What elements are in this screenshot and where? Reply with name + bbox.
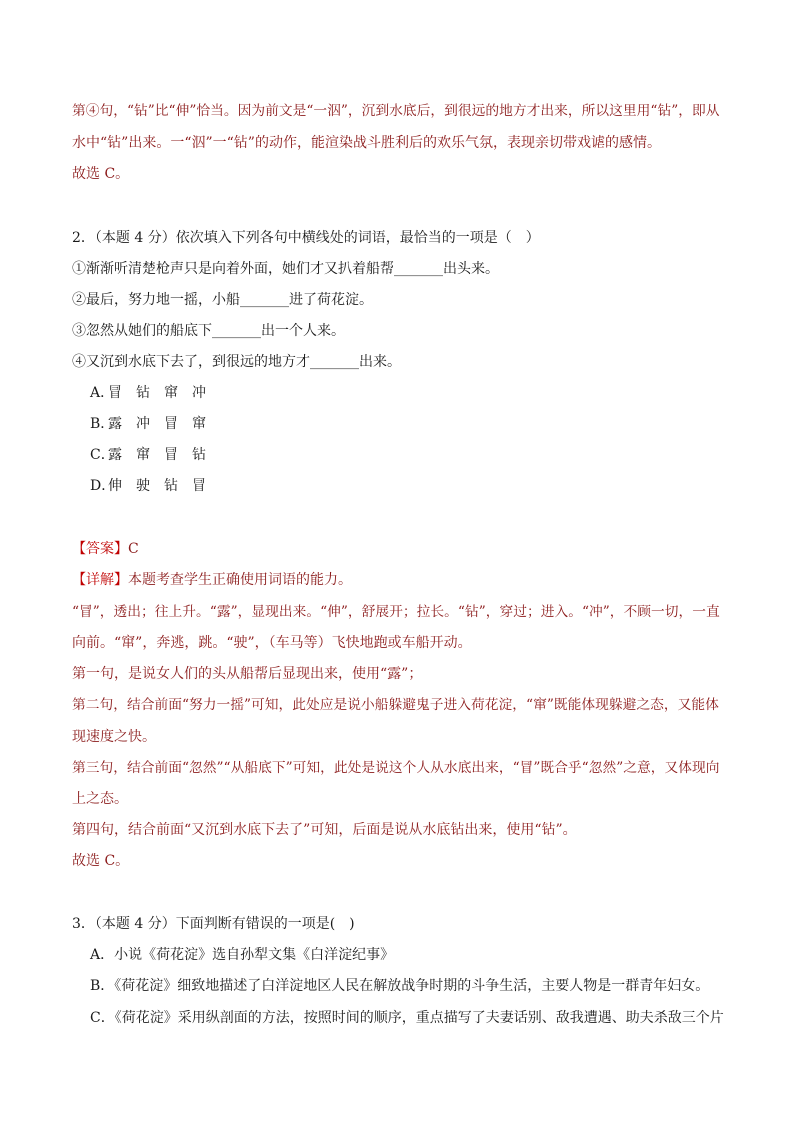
q2-explain-line-5: 现速度之快。 bbox=[72, 729, 156, 745]
q2-conclusion: 故选 C。 bbox=[72, 853, 130, 869]
detail-intro: 本题考查学生正确使用词语的能力。 bbox=[128, 572, 352, 588]
q2-explain-line-3: 第一句，是说女人们的头从船帮后显现出来，使用“露”； bbox=[72, 666, 423, 682]
option-key: D． bbox=[90, 478, 116, 494]
q2-sentence-2: ②最后，努力地一摇，小船_______进了荷花淀。 bbox=[72, 292, 373, 308]
q2-stem: 2．（本题 4 分）依次填入下列各句中横线处的词语，最恰当的一项是（ ） bbox=[72, 230, 540, 246]
q2-option-d bbox=[90, 476, 206, 496]
q2-sentence-1: ①渐渐听清楚枪声只是向着外面，她们才又扒着船帮_______出头来。 bbox=[72, 261, 499, 277]
detail-tag: 【详解】 bbox=[72, 572, 128, 588]
q2-explain-line-4: 第二句，结合前面“努力一摇”可知，此处应是说小船躲避鬼子进入荷花淀，“窜”既能体现躲避之态，又能体 bbox=[72, 697, 719, 713]
q2-explain-line-7: 上之态。 bbox=[72, 791, 128, 807]
option-key: B． bbox=[90, 416, 115, 432]
q2-explain-line-8: 第四句，结合前面“又沉到水底下去了”可知，后面是说从水底钻出来，使用“钻”。 bbox=[72, 822, 577, 838]
q1-conclusion: 故选 C。 bbox=[72, 166, 130, 182]
q3-option-b: B．《荷花淀》细致地描述了白洋淀地区人民在解放战争时期的斗争生活，主要人物是一群青年妇女。 bbox=[90, 978, 710, 994]
option-text: 冒 钻 窜 冲 bbox=[108, 385, 206, 401]
q3-stem: 3．（本题 4 分）下面判断有错误的一项是( ) bbox=[72, 916, 355, 932]
q2-sentence-4: ④又沉到水底下去了，到很远的地方才_______出来。 bbox=[72, 354, 401, 370]
q2-answer bbox=[72, 539, 139, 559]
q3-option-c: C．《荷花淀》采用纵剖面的方法，按照时间的顺序，重点描写了夫妻话别、敌我遭遇、助夫杀敌三个片 bbox=[90, 1010, 724, 1026]
answer-value: C bbox=[128, 541, 139, 557]
q2-explain-line-2: 向前。“窜”，奔逃，跳。“驶”，（车马等）飞快地跑或车船开动。 bbox=[72, 635, 472, 651]
q2-option-c bbox=[90, 445, 206, 465]
option-text: 露 冲 冒 窜 bbox=[108, 416, 206, 432]
q2-explain-line-6: 第三句，结合前面“忽然”“从船底下”可知，此处是说这个人从水底出来，“冒”既合乎“忽然”之意，又体现向 bbox=[72, 760, 720, 776]
option-text: 伸 驶 钻 冒 bbox=[108, 478, 206, 494]
option-key: C． bbox=[90, 447, 115, 463]
q1-explanation-line-2: 水中“钻”出来。一“泅”一“钻”的动作，能渲染战斗胜利后的欢乐气氛，表现亲切带戏谑的感情。 bbox=[72, 135, 661, 151]
q1-explanation-line-1: 第④句，“钻”比“伸”恰当。因为前文是“一泅”，沉到水底后，到很远的地方才出来，所以这里用“钻”，即从 bbox=[72, 103, 720, 119]
option-text: 露 窜 冒 钻 bbox=[108, 447, 206, 463]
q2-option-b bbox=[90, 414, 206, 434]
option-key: A． bbox=[90, 385, 115, 401]
q2-explain-line-1: “冒”，透出；往上升。“露”，显现出来。“伸”，舒展开；拉长。“钻”，穿过；进入。“冲”，不顾一切，一直 bbox=[72, 604, 720, 620]
q2-option-a bbox=[90, 383, 206, 403]
q2-detail bbox=[72, 570, 352, 590]
q2-sentence-3: ③忽然从她们的船底下_______出一个人来。 bbox=[72, 323, 345, 339]
answer-tag: 【答案】 bbox=[72, 541, 128, 557]
q3-option-a: A．小说《荷花淀》选自孙犁文集《白洋淀纪事》 bbox=[90, 947, 395, 963]
